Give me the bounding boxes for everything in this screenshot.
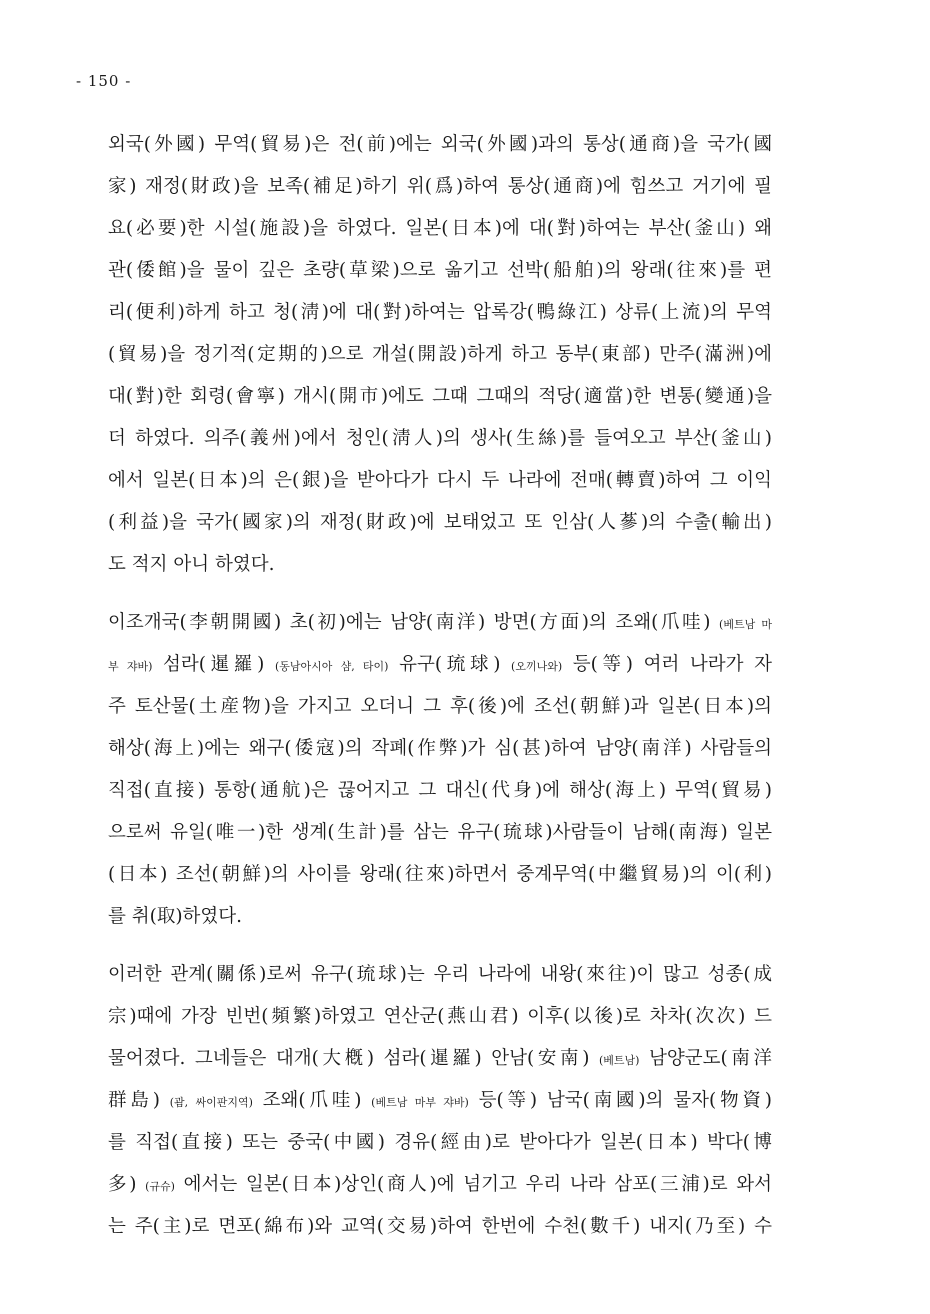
text-span: 조왜(爪哇) [262, 1090, 362, 1111]
text-span: 등(等) 남국(南國)의 물자(物資) [478, 1090, 773, 1111]
text-line: 도 적지 아니 하였다. [108, 554, 275, 575]
text-span: 群島) [108, 1090, 160, 1111]
annotation-note: (동남아시아 샴, 타이) [274, 660, 389, 673]
text-line: 는 주(主)로 면포(綿布)와 교역(交易)하여 한번에 수천(數千) 내지(乃至) 수 [108, 1216, 772, 1237]
page-number: - 150 - [76, 72, 132, 90]
text-line: 직접(直接) 통항(通航)은 끊어지고 그 대신(代身)에 해상(海上) 무역(貿易) [108, 780, 772, 801]
text-line: 으로써 유일(唯一)한 생계(生計)를 삼는 유구(琉球)사람들이 남해(南海) 일본 [108, 822, 772, 843]
annotation-note: (베트남 마 [719, 618, 772, 631]
text-line: 주 토산물(土産物)을 가지고 오더니 그 후(後)에 조선(朝鮮)과 일본(日本)의 [108, 696, 772, 717]
annotation-note: (베트남 마부 쟈바) [371, 1096, 469, 1109]
text-span: 남양군도(南洋 [649, 1048, 773, 1069]
text-line [108, 653, 772, 679]
text-line [108, 1089, 772, 1115]
text-span: 물어졌다. 그네들은 대개(大槪) 섬라(暹羅) 안남(安南) [108, 1048, 590, 1069]
text-line: (利益)을 국가(國家)의 재정(財政)에 보태었고 또 인삼(人蔘)의 수출(輸出) [108, 512, 772, 533]
text-line: (日本) 조선(朝鮮)의 사이를 왕래(往來)하면서 중계무역(中繼貿易)의 이(利) [108, 864, 772, 885]
annotation-note: (베트남) [598, 1054, 640, 1067]
text-line: (貿易)을 정기적(定期的)으로 개설(開設)하게 하고 동부(東部) 만주(滿洲)에 [108, 344, 772, 365]
text-line: 이러한 관계(關係)로써 유구(琉球)는 우리 나라에 내왕(來往)이 많고 성종(成 [108, 964, 772, 985]
text-line [108, 1047, 772, 1073]
text-line: 를 취(取)하였다. [108, 906, 243, 927]
annotation-note: (괌, 싸이판지역) [169, 1096, 253, 1109]
text-span: 유구(琉球) [399, 654, 501, 675]
text-line [108, 1173, 772, 1199]
text-line: 해상(海上)에는 왜구(倭寇)의 작폐(作弊)가 심(甚)하여 남양(南洋) 사람들의 [108, 738, 772, 759]
text-line: 리(便利)하게 하고 청(淸)에 대(對)하여는 압록강(鴨綠江) 상류(上流)의 무역 [108, 302, 772, 323]
text-line: 家) 재정(財政)을 보족(補足)하기 위(爲)하여 통상(通商)에 힘쓰고 거기에 필 [108, 176, 772, 197]
text-span: 多) [108, 1174, 137, 1195]
annotation-note: 부 쟈바) [108, 660, 153, 673]
text-span: 등(等) 여러 나라가 자 [572, 654, 772, 675]
text-line: 외국(外國) 무역(貿易)은 전(前)에는 외국(外國)과의 통상(通商)을 국가(國 [108, 134, 772, 155]
text-line: 를 직접(直接) 또는 중국(中國) 경유(經由)로 받아다가 일본(日本) 박다(博 [108, 1132, 772, 1153]
text-span: 에서는 일본(日本)상인(商人)에 넘기고 우리 나라 삼포(三浦)로 와서 [183, 1174, 772, 1195]
text-line: 요(必要)한 시설(施設)을 하였다. 일본(日本)에 대(對)하여는 부산(釜山) 왜 [108, 218, 772, 239]
text-span: 섬라(暹羅) [163, 654, 265, 675]
annotation-note: (오끼나와) [511, 660, 563, 673]
text-line [108, 611, 772, 637]
text-line: 에서 일본(日本)의 은(銀)을 받아다가 다시 두 나라에 전매(轉賣)하여 그 이익 [108, 470, 772, 491]
text-span: 이조개국(李朝開國) 초(初)에는 남양(南洋) 방면(方面)의 조왜(爪哇) [108, 612, 711, 633]
text-line: 더 하였다. 의주(義州)에서 청인(淸人)의 생사(生絲)를 들여오고 부산(釜山) [108, 428, 772, 449]
text-line: 宗)때에 가장 빈번(頻繁)하였고 연산군(燕山君) 이후(以後)로 차차(次次) 드 [108, 1006, 772, 1027]
text-line: 대(對)한 회령(會寧) 개시(開市)에도 그때 그때의 적당(適當)한 변통(變通)을 [108, 386, 772, 407]
text-line: 관(倭館)을 물이 깊은 초량(草梁)으로 옮기고 선박(船舶)의 왕래(往來)를 편 [108, 260, 772, 281]
annotation-note: (규슈) [145, 1180, 175, 1193]
